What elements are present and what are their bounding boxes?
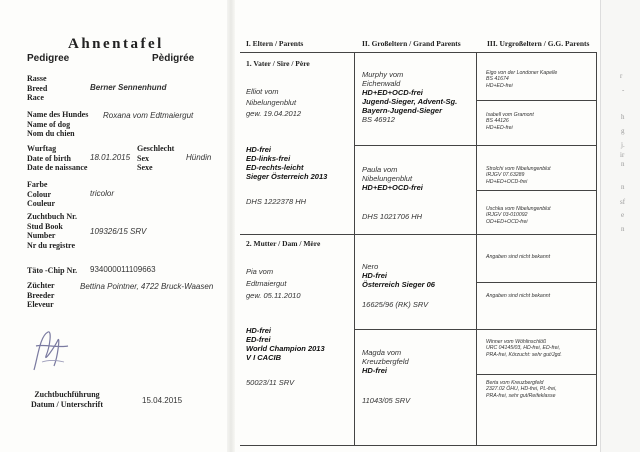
dam-health: HD-frei ED-frei World Champion 2013 V I CACIB bbox=[246, 326, 325, 362]
margin-char: e bbox=[621, 211, 625, 219]
dam-name: Pia vom Edtmaiergut gew. 05.11.2010 bbox=[246, 267, 301, 300]
margin-char: n bbox=[621, 183, 625, 191]
dam-heading: 2. Mutter / Dam / Mère bbox=[246, 239, 321, 248]
grandparent-3: Nero HD-frei Österreich Sieger 06 bbox=[362, 262, 435, 289]
great-grandparent-4: Uschka vom Nibelungenblut IRJGV 03-010092 OD+ED+OCD-frei bbox=[486, 206, 551, 225]
dam-registration: 50023/11 SRV bbox=[246, 378, 295, 387]
margin-char: sf bbox=[620, 198, 626, 206]
grandparent-3-registration: 16625/96 (RK) SRV bbox=[362, 300, 429, 309]
grandparent-2-registration: DHS 1021706 HH bbox=[362, 212, 423, 221]
margin-char: r bbox=[620, 72, 623, 80]
grandparent-divider-1 bbox=[354, 145, 597, 146]
signature-stamp bbox=[28, 326, 72, 376]
breeder-labels: Züchter Breeder Eleveur bbox=[27, 281, 55, 309]
pedigree-subtitle-en: Pedigree bbox=[27, 53, 70, 64]
ggp-divider-2 bbox=[476, 190, 597, 191]
ggp-divider-1 bbox=[476, 100, 597, 101]
colour-value: tricolor bbox=[90, 189, 115, 198]
great-grandparent-2: Isabell vom Gramont BS 44126 HD+ED-frei bbox=[486, 112, 534, 131]
column-header-grandparents: II. Großeltern / Grand Parents bbox=[362, 39, 461, 48]
chip-value: 934000011109663 bbox=[90, 265, 156, 274]
grandparent-4-registration: 11043/05 SRV bbox=[362, 396, 411, 405]
studbook-office-labels: Zuchtbuchführung Datum / Unterschrift bbox=[31, 390, 103, 409]
studbook-labels: Zuchtbuch Nr. Stud Book Number Nr du registre bbox=[27, 212, 77, 250]
grandparent-4: Magda vom Kreuzbergfeld HD-frei bbox=[362, 348, 409, 375]
name-labels: Name des Hundes Name of dog Nom du chien bbox=[27, 110, 89, 138]
pedigree-subtitle-fr: Pèdigrée bbox=[152, 53, 195, 64]
sire-name: Elliot vom Nibelungenblut gew. 19.04.2012 bbox=[246, 87, 302, 118]
great-grandparent-5: Angaben sind nicht bekannt bbox=[486, 254, 551, 260]
pedigree-title: Ahnentafel bbox=[68, 36, 164, 52]
margin-char: ir bbox=[620, 151, 625, 159]
birth-date-labels: Wurftag Date of birth Date de naissance bbox=[27, 144, 88, 172]
grandparent-divider-2 bbox=[354, 329, 597, 330]
great-grandparent-7: Winner vom Wöhlinschlöß URC 04145/03, HD-frei, ED-frei, PRA-frei, Körzucht: sehr gut/Jgd. bbox=[486, 339, 562, 358]
col-divider-2 bbox=[476, 52, 477, 446]
sire-heading: 1. Vater / Sire / Père bbox=[246, 59, 310, 68]
grandparent-1: Murphy vom Eichenwald HD+ED+OCD-frei Jugend-Sieger, Advent-Sg. Bayern-Jugend-Sieger BS 46912 bbox=[362, 70, 458, 124]
great-grandparent-1: Eigo von der Londoner Kapelle BS 41674 HD+ED-frei bbox=[486, 70, 558, 89]
margin-char: g bbox=[621, 127, 625, 135]
dog-name-value: Roxana vom Edtmaiergut bbox=[103, 111, 194, 120]
page-fold bbox=[227, 0, 235, 452]
chip-label: Täto -Chip Nr. bbox=[27, 266, 78, 275]
birth-date-value: 18.01.2015 bbox=[90, 153, 131, 162]
table-top-rule bbox=[240, 52, 597, 53]
grandparent-2: Paula vom Nibelungenblut HD+ED+OCD-frei bbox=[362, 165, 423, 192]
sire-dam-divider bbox=[240, 234, 597, 235]
sex-value: Hündin bbox=[186, 153, 212, 162]
column-header-parents: I. Eltern / Parents bbox=[246, 39, 304, 48]
right-page-edge bbox=[600, 0, 640, 452]
margin-char: - bbox=[622, 86, 625, 94]
breed-value: Berner Sennenhund bbox=[90, 83, 167, 92]
colour-labels: Farbe Colour Couleur bbox=[27, 180, 55, 208]
column-header-great-grandparents: III. Urgroßeltern / G.G. Parents bbox=[487, 39, 590, 48]
breed-labels: Rasse Breed Race bbox=[27, 74, 48, 102]
margin-char: n bbox=[621, 225, 625, 233]
table-right-border bbox=[596, 52, 597, 446]
margin-char: j. bbox=[621, 141, 625, 149]
great-grandparent-3: Strolchi vom Nibelungenblut IRJGV 07.63289 HD+ED+OCD-frei bbox=[486, 166, 551, 185]
col-divider-1 bbox=[354, 52, 355, 446]
margin-char: h bbox=[621, 113, 625, 121]
ggp-divider-3 bbox=[476, 282, 597, 283]
ggp-divider-4 bbox=[476, 374, 597, 375]
signature-date: 15.04.2015 bbox=[142, 396, 183, 405]
table-bottom-rule bbox=[240, 445, 597, 446]
sire-health: HD-frei ED-links-frei ED-rechts-leicht Sieger Österreich 2013 bbox=[246, 145, 328, 181]
sex-labels: Geschlecht Sex Sexe bbox=[137, 144, 175, 172]
sire-registration: DHS 1222378 HH bbox=[246, 197, 307, 206]
studbook-value: 109326/15 SRV bbox=[90, 227, 147, 236]
great-grandparent-6: Angaben sind nicht bekannt bbox=[486, 293, 551, 299]
breeder-value: Bettina Pointner, 4722 Bruck-Waasen bbox=[80, 282, 214, 291]
margin-char: n bbox=[621, 160, 625, 168]
great-grandparent-8: Berta vom Kreuzbergfeld 2327.02 ÖHU, HD-frei, PL-frei, PRA-frei, sehr gut/Reifeklasse bbox=[486, 380, 557, 399]
